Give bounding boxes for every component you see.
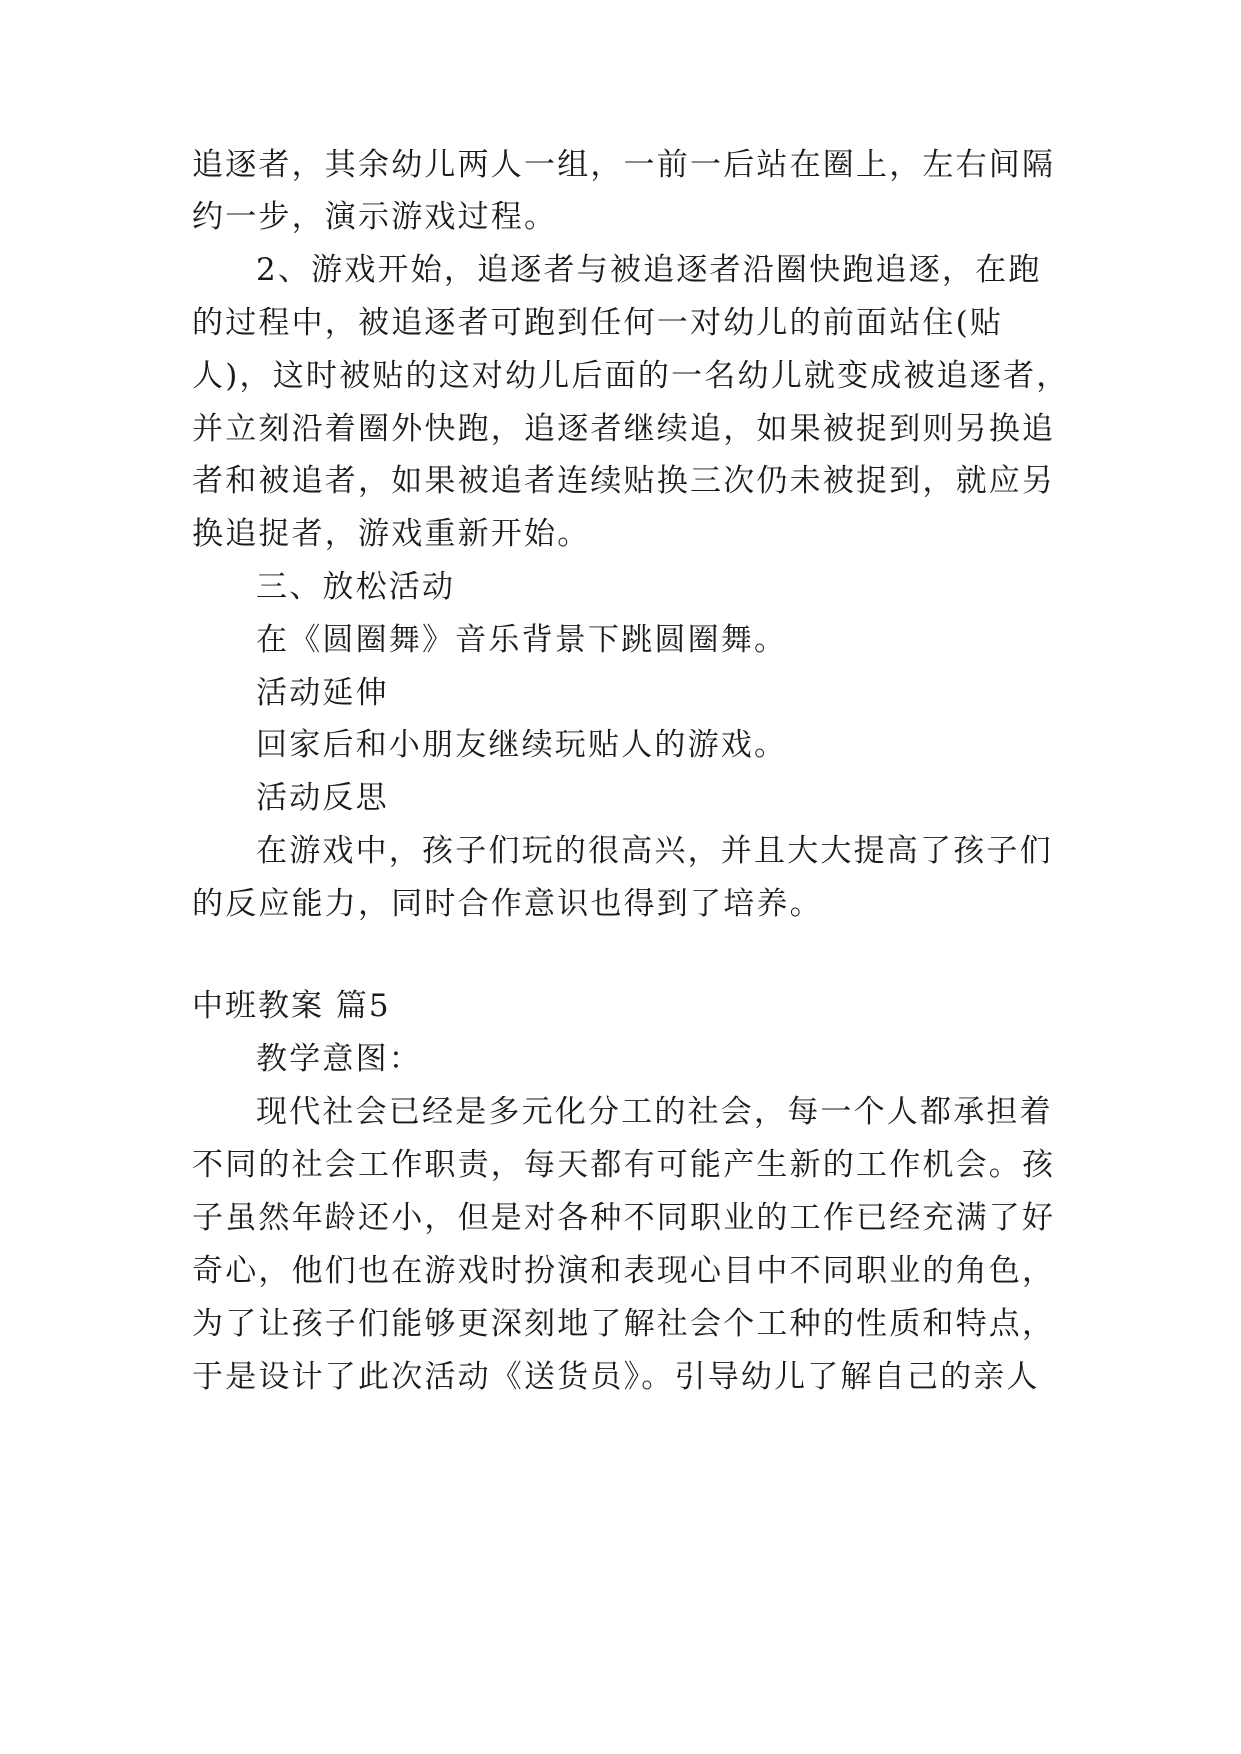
section-title: 活动反思 <box>256 780 389 816</box>
text-line: 并立刻沿着圈外快跑，追逐者继续追，如果被捉到则另换追 <box>192 411 1056 447</box>
text-line: 为了让孩子们能够更深刻地了解社会个工种的性质和特点， <box>192 1306 1056 1342</box>
section-title: 三、放松活动 <box>256 569 456 605</box>
text-line: 不同的社会工作职责，每天都有可能产生新的工作机会。孩 <box>192 1147 1056 1183</box>
text-line: 于是设计了此次活动《送货员》。引导幼儿了解自己的亲人 <box>192 1359 1040 1395</box>
text-line: 追逐者，其余幼儿两人一组，一前一后站在圈上，左右间隔 <box>192 147 1056 183</box>
text-line: 2、游戏开始，追逐者与被追逐者沿圈快跑追逐，在跑 <box>256 252 1042 288</box>
text-line: 的过程中，被追逐者可跑到任何一对幼儿的前面站住(贴 <box>192 305 1004 341</box>
text-line: 现代社会已经是多元化分工的社会，每一个人都承担着 <box>256 1094 1053 1130</box>
lesson-heading: 中班教案 篇5 <box>192 988 391 1024</box>
text-line: 约一步，演示游戏过程。 <box>192 199 558 235</box>
section-title: 教学意图： <box>256 1041 422 1077</box>
text-line: 换追捉者，游戏重新开始。 <box>192 516 591 552</box>
section-title: 活动延伸 <box>256 675 389 711</box>
text-line: 在《圆圈舞》音乐背景下跳圆圈舞。 <box>256 622 788 658</box>
text-line: 回家后和小朋友继续玩贴人的游戏。 <box>256 727 788 763</box>
text-line: 人)，这时被贴的这对幼儿后面的一名幼儿就变成被追逐者， <box>192 358 1070 394</box>
text-line: 子虽然年龄还小，但是对各种不同职业的工作已经充满了好 <box>192 1200 1056 1236</box>
text-line: 者和被追者，如果被追者连续贴换三次仍未被捉到，就应另 <box>192 463 1056 499</box>
text-line: 奇心，他们也在游戏时扮演和表现心目中不同职业的角色， <box>192 1253 1056 1289</box>
text-line: 的反应能力，同时合作意识也得到了培养。 <box>192 886 823 922</box>
text-line: 在游戏中，孩子们玩的很高兴，并且大大提高了孩子们 <box>256 833 1053 869</box>
